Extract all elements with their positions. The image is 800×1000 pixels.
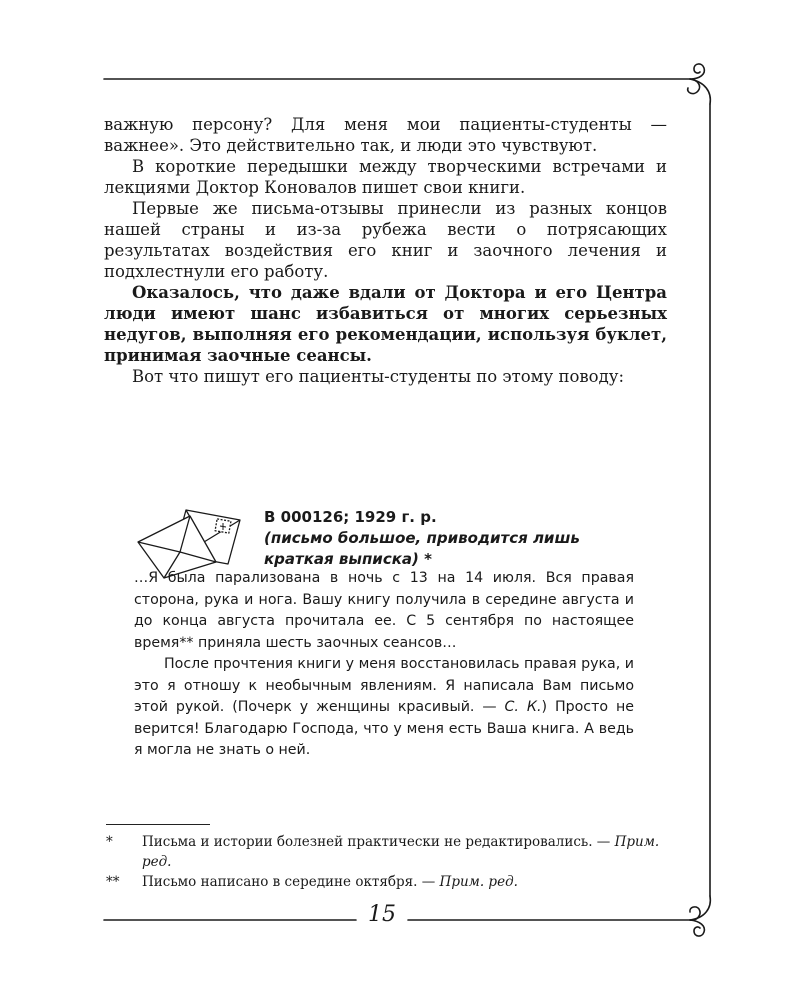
- paragraph-5: Вот что пишут его пациенты-студенты по этому поводу:: [132, 367, 625, 386]
- footnotes: [106, 832, 666, 892]
- footnote-mark: *: [106, 834, 113, 850]
- paragraph-3: Первые же письма-отзывы принесли из разных концов нашей страны и из-за рубежа вести о потрясающих результатах воздействия его книг и заочного лечения и подхлестнули его работу.: [104, 199, 667, 281]
- letter-paragraph-2-end: ) Просто не верится! Благодарю Господа, что у меня есть Ваша книга. А ведь я могла не знать о ней.: [134, 699, 634, 758]
- footnote-divider: [106, 824, 210, 825]
- footnote-2: [106, 872, 666, 892]
- letter-paragraph-1: …Я была парализована в ночь с 13 на 14 июля. Вся правая сторона, рука и нога. Вашу книгу получила в середине августа и до конца августа прочитала ее. С 5 сентября по настоящее время** приняла шесть заочных сеансов…: [134, 570, 634, 651]
- page-number: 15: [368, 902, 396, 927]
- footnote-source: Прим. ред.: [142, 834, 660, 870]
- letter-paragraph-2-start: После прочтения книги у меня восстановилась правая рука, и это я отношу к необычным явлениям. Я написала Вам письмо этой рукой. (Почерк у женщины красивый. —: [134, 656, 634, 715]
- paragraph-1: важную персону? Для меня мои пациенты-студенты — важнее». Это действительно так, и люди это чувствуют.: [104, 115, 667, 155]
- paragraph-2: В короткие передышки между творческими встречами и лекциями Доктор Коновалов пишет свои книги.: [104, 157, 667, 197]
- footnote-text: Письмо написано в середине октября. —: [142, 874, 440, 890]
- main-text: [104, 114, 667, 387]
- footnote-source: Прим. ред.: [439, 874, 518, 890]
- letter-note-line1: (письмо большое, приводится лишь: [264, 529, 580, 547]
- footnote-text: Письма и истории болезней практически не редактировались. —: [142, 834, 615, 850]
- editor-initials: С. К.: [504, 699, 542, 715]
- letter-note-line2: краткая выписка) *: [264, 550, 432, 568]
- letter-paragraph-2: [134, 654, 634, 762]
- footnote-mark: **: [106, 874, 120, 890]
- footnote-1: [106, 832, 666, 872]
- letter-header: [264, 507, 654, 570]
- letter-reference: В 000126; 1929 г. р.: [264, 508, 437, 526]
- letter-body: [134, 568, 634, 762]
- paragraph-4-bold: Оказалось, что даже вдали от Доктора и его Центра люди имеют шанс избавиться от многих серьезных недугов, выполняя его рекомендации, используя буклет, принимая заочные сеансы.: [104, 283, 667, 365]
